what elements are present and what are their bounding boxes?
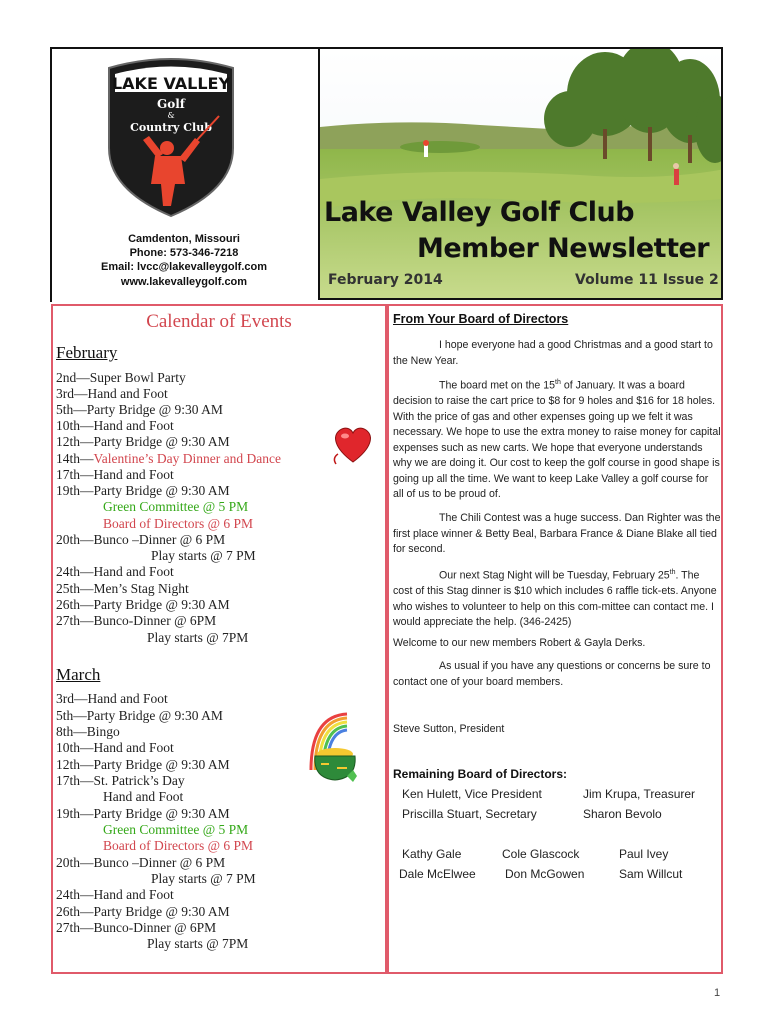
event-item: 24th—Hand and Foot — [56, 564, 174, 579]
event-item: 12th—Party Bridge @ 9:30 AM — [56, 434, 230, 449]
event-item: 5th—Party Bridge @ 9:30 AM — [56, 708, 223, 723]
event-item: 5th—Party Bridge @ 9:30 AM — [56, 402, 223, 417]
event-item: 19th—Party Bridge @ 9:30 AM — [56, 806, 230, 821]
event-item: Play starts @ 7PM — [147, 936, 249, 951]
event-item: Play starts @ 7PM — [147, 630, 249, 645]
pot-of-gold-icon — [307, 710, 359, 784]
logo-golf: Golf — [157, 97, 185, 111]
event-item: Play starts @ 7 PM — [151, 548, 256, 563]
club-phone: Phone: 573-346-7218 — [129, 247, 239, 259]
logo-title: LAKE VALLEY — [111, 74, 231, 93]
event-item: 20th—Bunco –Dinner @ 6 PM — [56, 532, 226, 547]
club-website[interactable]: www.lakevalleygolf.com — [120, 276, 248, 288]
event-item-board-meeting: Board of Directors @ 6 PM — [103, 516, 254, 531]
event-item: 2nd—Super Bowl Party — [56, 370, 186, 385]
event-item: 27th—Bunco-Dinner @ 6PM — [56, 613, 217, 628]
board-member: Ken Hulett, Vice President — [402, 787, 542, 801]
paragraph-christmas: I hope everyone had a good Christmas and a good start to the New Year. — [393, 339, 713, 367]
board-member: Sam Willcut — [619, 867, 683, 881]
board-member: Sharon Bevolo — [583, 807, 662, 821]
signature-text: Steve Sutton, President — [393, 723, 505, 735]
logo-amp: & — [167, 111, 175, 120]
paragraph-contact: As usual if you have any questions or concerns be sure to contact one of your board members. — [393, 660, 711, 688]
event-item: 20th—Bunco –Dinner @ 6 PM — [56, 855, 226, 870]
event-item-green-committee: Green Committee @ 5 PM — [103, 822, 249, 837]
club-email[interactable]: Email: lvcc@lakevalleygolf.com — [100, 261, 268, 273]
event-title-valentines: Valentine’s Day Dinner and Dance — [93, 451, 281, 466]
board-member: Don McGowen — [505, 867, 585, 881]
event-item: 19th—Party Bridge @ 9:30 AM — [56, 483, 230, 498]
event-item-green-committee: Green Committee @ 5 PM — [103, 499, 249, 514]
page-number: 1 — [714, 987, 721, 999]
event-date: 14th— — [56, 451, 94, 466]
event-item: 26th—Party Bridge @ 9:30 AM — [56, 597, 230, 612]
event-item: Hand and Foot — [103, 789, 184, 804]
club-logo — [101, 56, 241, 218]
board-member: Dale McElwee — [399, 867, 476, 881]
event-item: 17th—Hand and Foot — [56, 467, 174, 482]
board-paragraph — [393, 338, 721, 369]
issue-date: February 2014 — [328, 272, 443, 288]
month-march: March — [56, 665, 101, 684]
paragraph-cart-price — [393, 375, 721, 503]
event-item: 3rd—Hand and Foot — [56, 691, 168, 706]
paragraph-chili-contest: The Chili Contest was a huge success. Dan Righter was the first place winner & Betty Beal, Barbara France & Diane Blake all tied for second. — [393, 512, 721, 555]
board-member: Priscilla Stuart, Secretary — [402, 807, 537, 821]
event-item: 10th—Hand and Foot — [56, 418, 174, 433]
board-paragraph — [393, 565, 721, 631]
club-location: Camdenton, Missouri — [128, 233, 240, 245]
text-span: . The cost of this Stag dinner is $10 which includes 6 raffle tick-ets. Anyone who wishes to volunteer to help on this com-mittee can contact me. I would appreciate the help. (346-2425) — [393, 569, 717, 629]
event-item: Play starts @ 7 PM — [151, 871, 256, 886]
event-item: 25th—Men’s Stag Night — [56, 581, 189, 596]
event-item: 24th—Hand and Foot — [56, 887, 174, 902]
event-item: 10th—Hand and Foot — [56, 740, 174, 755]
event-item: 8th—Bingo — [56, 724, 120, 739]
event-item: 27th—Bunco-Dinner @ 6PM — [56, 920, 217, 935]
paragraph-stag-night — [393, 565, 721, 631]
heart-icon — [330, 420, 376, 468]
event-item-board-meeting: Board of Directors @ 6 PM — [103, 838, 254, 853]
superscript: th — [669, 569, 676, 576]
text-span: Our next Stag Night will be Tuesday, February 25 — [439, 569, 670, 582]
board-member: Jim Krupa, Treasurer — [583, 787, 696, 801]
board-paragraph — [393, 511, 721, 558]
calendar-title: Calendar of Events — [146, 311, 292, 332]
board-section-heading: From Your Board of Directors — [393, 312, 569, 326]
remaining-board-heading: Remaining Board of Directors: — [393, 767, 568, 781]
board-paragraph — [393, 375, 721, 503]
board-member: Cole Glascock — [502, 847, 580, 861]
superscript: th — [555, 379, 561, 386]
newsletter-title-line1: Lake Valley Golf Club — [324, 197, 635, 228]
issue-volume: Volume 11 Issue 2 — [575, 272, 719, 288]
event-item: 3rd—Hand and Foot — [56, 386, 168, 401]
event-item-valentines — [56, 451, 281, 467]
newsletter-title-line2: Member Newsletter — [417, 233, 710, 264]
board-paragraph — [393, 659, 721, 690]
text-span: The board met on the 15 — [439, 379, 556, 392]
event-item: 17th—St. Patrick’s Day — [56, 773, 185, 788]
board-member: Kathy Gale — [402, 847, 462, 861]
logo-country-club: Country Club — [130, 121, 212, 134]
month-february: February — [56, 343, 118, 362]
paragraph-new-members: Welcome to our new members Robert & Gayla Derks. — [393, 637, 646, 649]
event-item: 12th—Party Bridge @ 9:30 AM — [56, 757, 230, 772]
board-member: Paul Ivey — [619, 847, 669, 861]
board-paragraph — [393, 636, 721, 652]
signature — [393, 722, 721, 738]
event-item: 26th—Party Bridge @ 9:30 AM — [56, 904, 230, 919]
text-span: of January. It was a board decision to raise the cart price to $8 for 9 holes and $16 for 18 holes. With the price of gas and other expenses going up we felt it was necessary. We hope to use the extra money to raise money for capital expenses such as new carts. We hope that everyone understands why we are doing it. Our cost to keep the golf course in good shape is going up all the time. We want to keep Lake Valley a golf course for all of us to be proud of. — [393, 379, 721, 501]
